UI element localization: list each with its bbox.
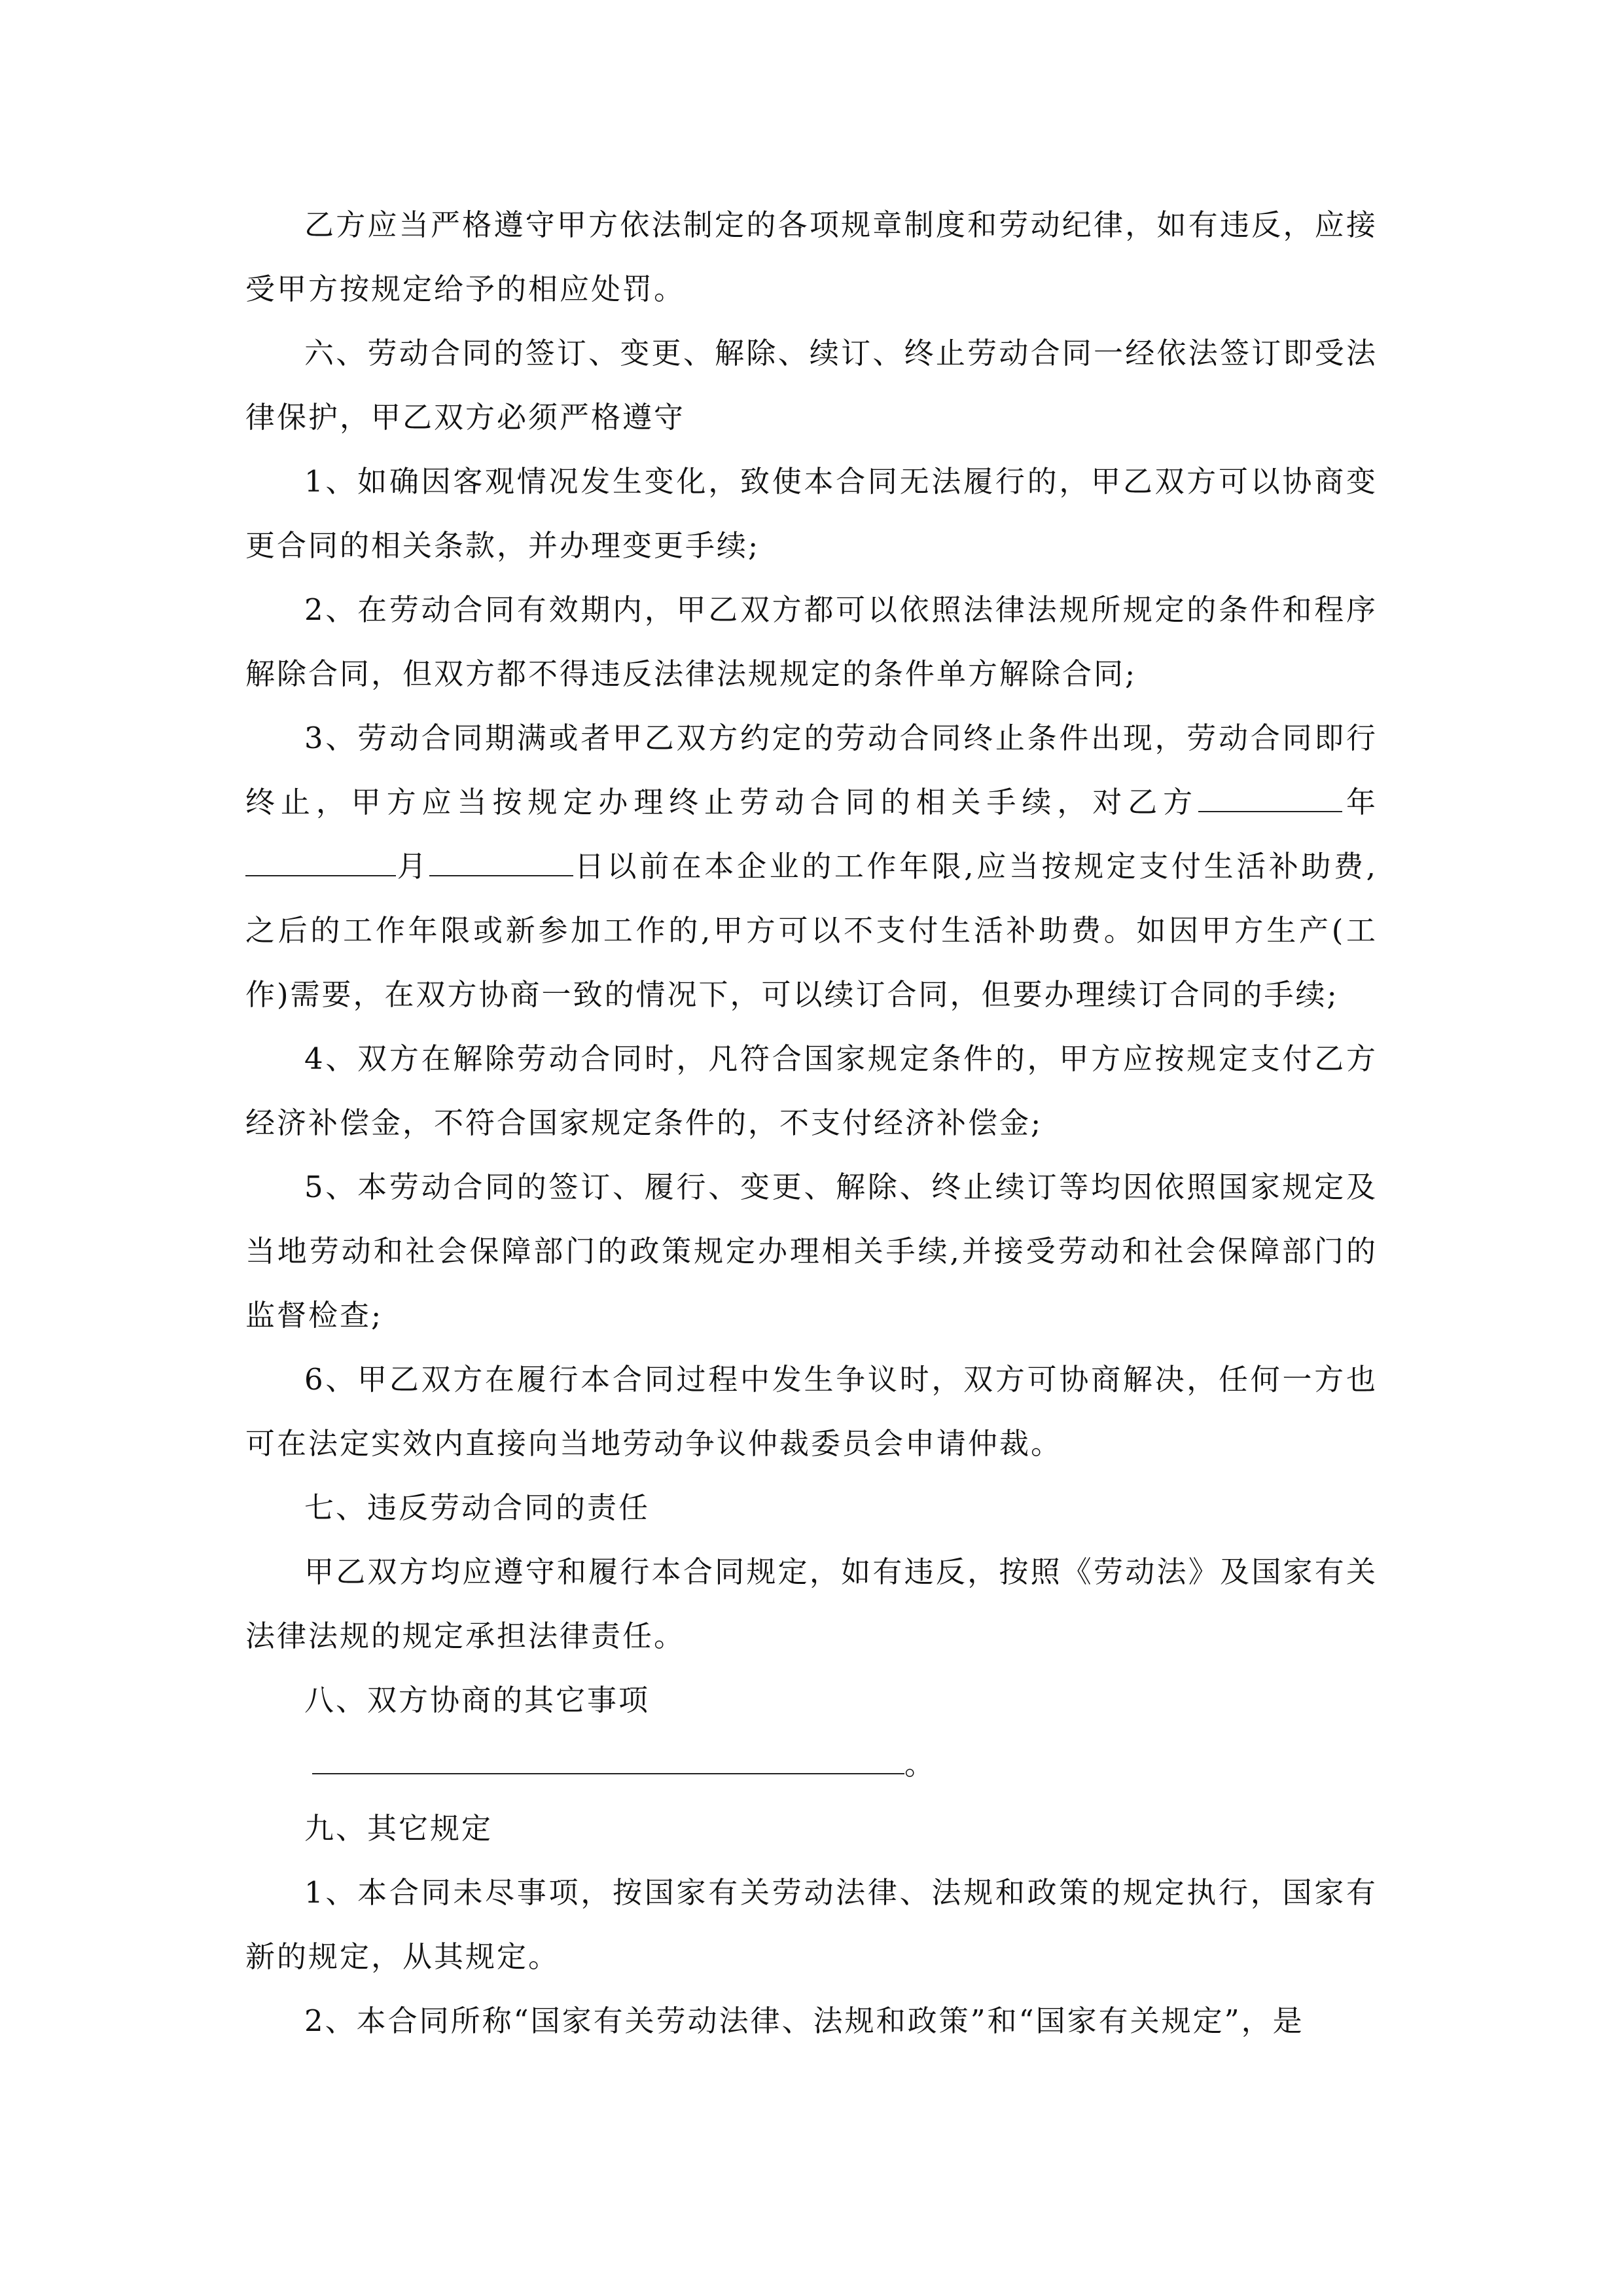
clause-6-4: 4、双方在解除劳动合同时，凡符合国家规定条件的，甲方应按规定支付乙方经济补偿金，不符合国家规定条件的，不支付经济补偿金; bbox=[245, 1041, 1378, 1140]
section-heading-nine: 九、其它规定 bbox=[304, 1811, 493, 1846]
clause-6-3-month-label: 月 bbox=[396, 849, 430, 884]
clause-6-3-year-label: 年 bbox=[1342, 785, 1378, 819]
clause-6-6: 6、甲乙双方在履行本合同过程中发生争议时，双方可协商解决，任何一方也可在法定实效内直接向当地劳动争议仲裁委员会申请仲裁。 bbox=[245, 1362, 1378, 1461]
section-heading-seven: 七、违反劳动合同的责任 bbox=[304, 1490, 651, 1525]
section-heading-eight: 八、双方协商的其它事项 bbox=[304, 1683, 651, 1717]
clause-9-2: 2、本合同所称“国家有关劳动法律、法规和政策”和“国家有关规定”，是 bbox=[304, 2003, 1304, 2038]
clause-6-1: 1、如确因客观情况发生变化，致使本合同无法履行的，甲乙双方可以协商变更合同的相关条款，并办理变更手续; bbox=[245, 464, 1378, 563]
clause-6-5: 5、本劳动合同的签订、履行、变更、解除、终止续订等均因依照国家规定及当地劳动和社会保障部门的政策规定办理相关手续,并接受劳动和社会保障部门的监督检查; bbox=[245, 1170, 1378, 1333]
month-blank-field[interactable] bbox=[245, 852, 396, 876]
paragraph-discipline: 乙方应当严格遵守甲方依法制定的各项规章制度和劳动纪律，如有违反，应接受甲方按规定给予的相应处罚。 bbox=[245, 207, 1378, 306]
other-matters-period: 。 bbox=[904, 1747, 936, 1782]
year-blank-field[interactable] bbox=[1198, 787, 1342, 812]
other-matters-blank-field[interactable] bbox=[312, 1749, 904, 1774]
day-blank-field[interactable] bbox=[429, 852, 573, 876]
clause-6-3-text-b: 日以前在本企业的工作年限,应当按规定支付生活补助费,之后的工作年限或新参加工作的,甲方可以不支付生活补助费。如因甲方生产(工作)需要，在双方协商一致的情况下，可以续订合同，但要办理续订合同的手续; bbox=[245, 849, 1378, 1012]
section-heading-six: 六、劳动合同的签订、变更、解除、续订、终止劳动合同一经依法签订即受法律保护，甲乙双方必须严格遵守 bbox=[245, 336, 1378, 435]
paragraph-liability: 甲乙双方均应遵守和履行本合同规定，如有违反，按照《劳动法》及国家有关法律法规的规定承担法律责任。 bbox=[245, 1554, 1378, 1653]
clause-6-3 bbox=[245, 706, 1378, 1027]
clause-6-2: 2、在劳动合同有效期内，甲乙双方都可以依照法律法规所规定的条件和程序解除合同，但双方都不得违反法律法规规定的条件单方解除合同; bbox=[245, 592, 1378, 691]
clause-6-3-text-a: 3、劳动合同期满或者甲乙双方约定的劳动合同终止条件出现，劳动合同即行终止，甲方应当按规定办理终止劳动合同的相关手续，对乙方 bbox=[245, 721, 1378, 819]
other-matters-line bbox=[245, 1732, 1378, 1797]
clause-9-1: 1、本合同未尽事项，按国家有关劳动法律、法规和政策的规定执行，国家有新的规定，从其规定。 bbox=[245, 1875, 1378, 1974]
